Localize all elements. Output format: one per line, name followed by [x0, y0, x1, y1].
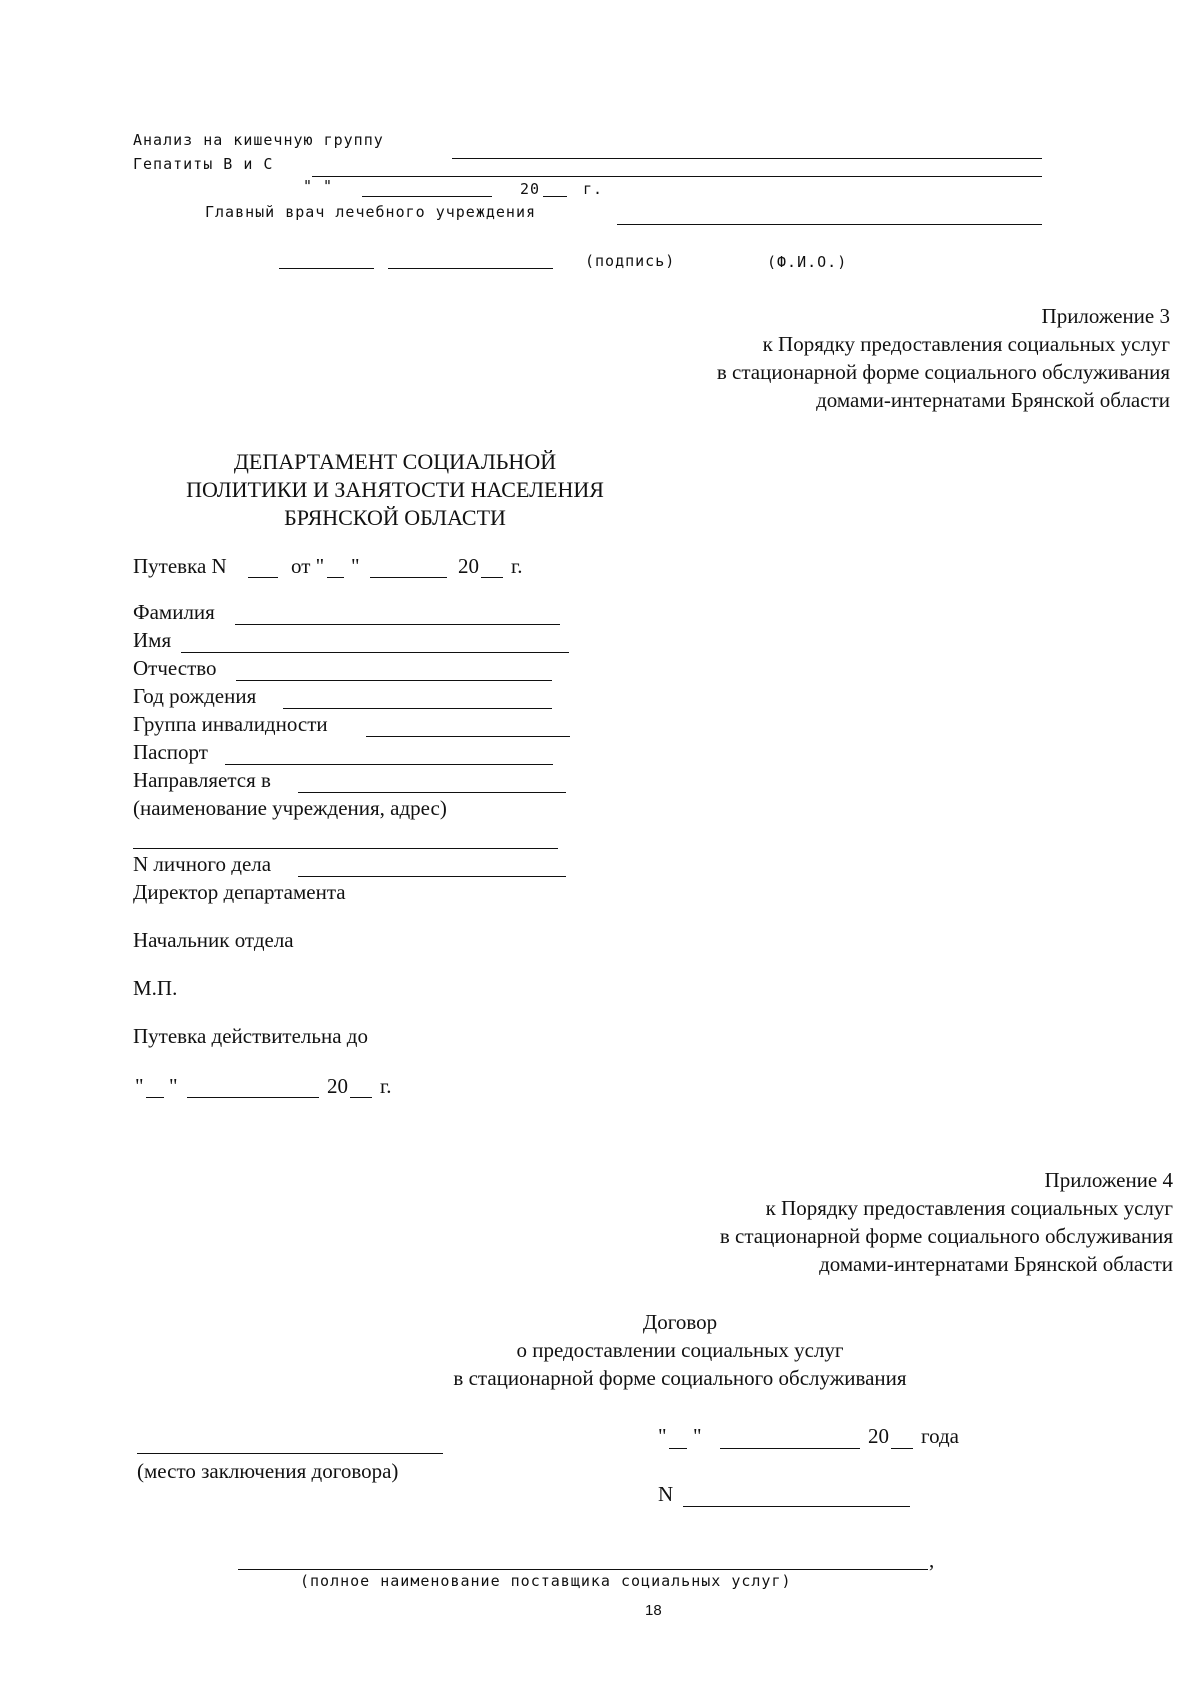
- sent-to-line: [298, 792, 566, 793]
- patronymic-label: Отчество: [133, 656, 217, 680]
- passport-label: Паспорт: [133, 740, 208, 764]
- provider-label: (полное наименование поставщика социальных услуг): [300, 1572, 792, 1590]
- contract-date-word: года: [921, 1424, 959, 1448]
- director-label: Директор департамента: [133, 880, 346, 904]
- signature-line-short: [279, 268, 374, 269]
- voucher-number-label: Путевка N: [133, 554, 227, 578]
- intestinal-analysis-line: [452, 158, 1042, 159]
- valid-year-line: [350, 1097, 372, 1098]
- contract-date-year: 20: [868, 1424, 889, 1448]
- contract-subtitle2: в стационарной форме социального обслуживания: [453, 1366, 907, 1390]
- case-number-line: [298, 876, 566, 877]
- disability-group-line: [366, 736, 570, 737]
- appendix4-title: Приложение 4: [1044, 1168, 1173, 1192]
- hepatitis-label: Гепатиты В и С: [133, 155, 274, 173]
- contract-place-line: [137, 1453, 443, 1454]
- provider-line: [238, 1569, 928, 1570]
- valid-quote-open: ": [135, 1074, 144, 1098]
- contract-number-label: N: [658, 1482, 674, 1506]
- appendix4-block: [720, 1166, 1173, 1278]
- contract-place-label: (место заключения договора): [137, 1459, 399, 1483]
- voucher-day-line: [327, 577, 344, 578]
- valid-g: г.: [380, 1074, 392, 1098]
- department-line3: БРЯНСКОЙ ОБЛАСТИ: [284, 505, 506, 530]
- signature-label: (подпись): [585, 252, 676, 270]
- appendix4-line3: домами-интернатами Брянской области: [819, 1252, 1173, 1276]
- head-of-dept-label: Начальник отдела: [133, 928, 294, 952]
- name-line: [181, 652, 569, 653]
- valid-until-label: Путевка действительна до: [133, 1024, 368, 1048]
- signature-line-long: [388, 268, 553, 269]
- disability-group-label: Группа инвалидности: [133, 712, 328, 736]
- fio-label: (Ф.И.О.): [767, 253, 848, 271]
- appendix3-line2: в стационарной форме социального обслуживания: [716, 360, 1170, 384]
- surname-line: [235, 624, 560, 625]
- voucher-g: г.: [511, 554, 523, 578]
- page-number: 18: [645, 1602, 662, 1619]
- provider-comma: ,: [929, 1548, 935, 1572]
- appendix4-line1: к Порядку предоставления социальных услуг: [765, 1196, 1173, 1220]
- contract-number-line: [683, 1506, 910, 1507]
- voucher-year-line: [481, 577, 503, 578]
- contract-date-year-line: [891, 1448, 913, 1449]
- passport-line: [225, 764, 553, 765]
- valid-quote-close: ": [169, 1074, 178, 1098]
- birth-year-line: [283, 708, 552, 709]
- top-date-quote: " ": [303, 177, 334, 195]
- contract-date-quote-close: ": [693, 1424, 702, 1448]
- voucher-quote-close: ": [351, 554, 360, 578]
- valid-day-line: [146, 1097, 164, 1098]
- appendix4-line2: в стационарной форме социального обслуживания: [719, 1224, 1173, 1248]
- contract-subtitle1: о предоставлении социальных услуг: [516, 1338, 844, 1362]
- appendix3-title: Приложение 3: [1041, 304, 1170, 328]
- contract-date-day-line: [669, 1448, 687, 1449]
- institution-hint: (наименование учреждения, адрес): [133, 796, 447, 820]
- top-date-year-line: [543, 196, 567, 197]
- contract-header: [300, 1308, 1060, 1392]
- top-date-g: г.: [583, 180, 604, 198]
- intestinal-analysis-label: Анализ на кишечную группу: [133, 131, 384, 149]
- patronymic-line: [236, 680, 552, 681]
- voucher-from-label: от ": [291, 554, 325, 578]
- name-label: Имя: [133, 628, 172, 652]
- stamp-label: М.П.: [133, 976, 178, 1000]
- contract-date-month-line: [720, 1448, 860, 1449]
- voucher-month-line: [370, 577, 447, 578]
- top-date-month-line: [362, 196, 492, 197]
- department-line1: ДЕПАРТАМЕНТ СОЦИАЛЬНОЙ: [233, 449, 557, 474]
- department-header: [140, 448, 650, 532]
- chief-doctor-line: [617, 224, 1042, 225]
- chief-doctor-label: Главный врач лечебного учреждения: [205, 203, 537, 221]
- valid-month-line: [187, 1097, 319, 1098]
- voucher-year: 20: [458, 554, 479, 578]
- surname-label: Фамилия: [133, 600, 215, 624]
- valid-year: 20: [327, 1074, 348, 1098]
- department-line2: ПОЛИТИКИ И ЗАНЯТОСТИ НАСЕЛЕНИЯ: [186, 477, 604, 502]
- appendix3-line3: домами-интернатами Брянской области: [816, 388, 1170, 412]
- voucher-number-line: [248, 577, 278, 578]
- appendix3-block: [717, 302, 1170, 414]
- appendix3-line1: к Порядку предоставления социальных услуг: [762, 332, 1170, 356]
- birth-year-label: Год рождения: [133, 684, 257, 708]
- contract-date-quote-open: ": [658, 1424, 667, 1448]
- sent-to-label: Направляется в: [133, 768, 271, 792]
- hepatitis-line: [312, 176, 1042, 177]
- contract-title: Договор: [642, 1310, 718, 1334]
- case-number-label: N личного дела: [133, 852, 272, 876]
- top-date-year: 20: [520, 180, 541, 198]
- institution-line: [133, 848, 558, 849]
